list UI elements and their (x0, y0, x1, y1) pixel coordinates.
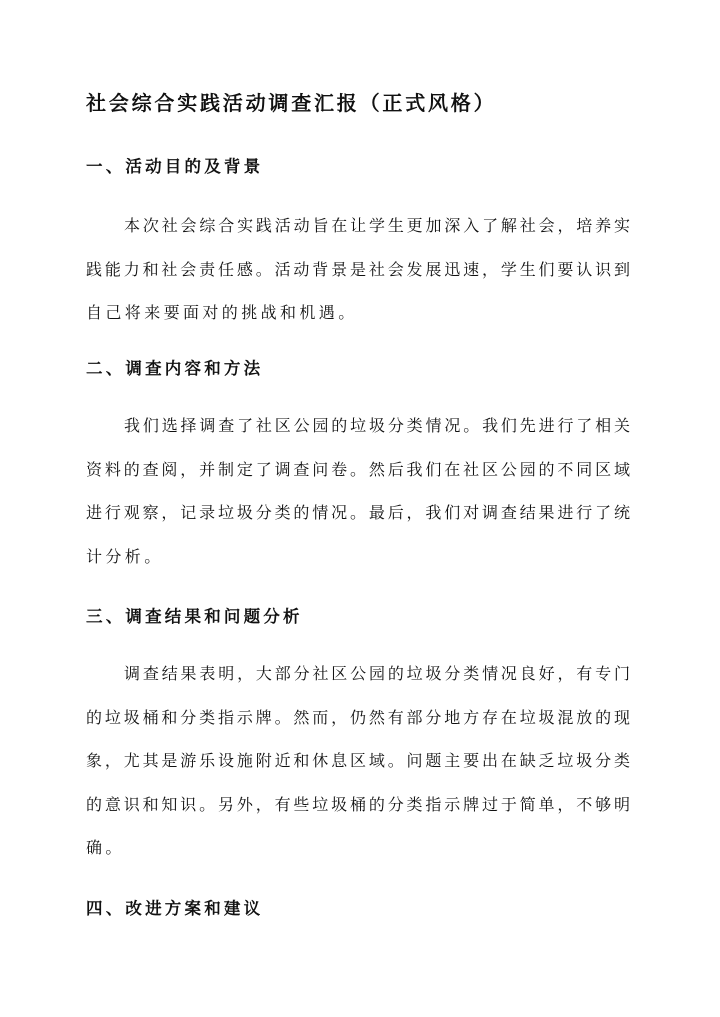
paragraph-line: 本次社会综合实践活动旨在让学生更加深入了解社会，培养实 (124, 216, 630, 235)
paragraph-line: 的垃圾桶和分类指示牌。然而，仍然有部分地方存在垃圾混放的现 (86, 707, 630, 727)
paragraph-line: 象，尤其是游乐设施附近和休息区域。问题主要出在缺乏垃圾分类 (86, 751, 630, 771)
section-paragraph-1 (86, 204, 630, 335)
paragraph-line: 计分析。 (86, 546, 164, 566)
section-heading-2: 二、调查内容和方法 (86, 359, 264, 378)
paragraph-line: 调查结果表明，大部分社区公园的垃圾分类情况良好，有专门 (124, 664, 630, 683)
paragraph-line: 践能力和社会责任感。活动背景是社会发展迅速，学生们要认识到 (86, 259, 630, 279)
paragraph-line: 我们选择调查了社区公园的垃圾分类情况。我们先进行了相关 (124, 416, 630, 435)
section-paragraph-3 (86, 652, 630, 870)
paragraph-line: 自己将来要面对的挑战和机遇。 (86, 303, 358, 323)
section-heading-4: 四、改进方案和建议 (86, 899, 264, 918)
section-heading-1: 一、活动目的及背景 (86, 157, 264, 176)
paragraph-line: 进行观察，记录垃圾分类的情况。最后，我们对调查结果进行了统 (86, 503, 630, 523)
paragraph-line: 资料的查阅，并制定了调查问卷。然后我们在社区公园的不同区域 (86, 459, 630, 479)
section-heading-3: 三、调查结果和问题分析 (86, 607, 303, 626)
paragraph-line: 的意识和知识。另外，有些垃圾桶的分类指示牌过于简单，不够明 (86, 794, 630, 814)
paragraph-line: 确。 (86, 838, 125, 858)
document-title: 社会综合实践活动调查汇报（正式风格） (86, 91, 497, 115)
section-paragraph-2 (86, 404, 630, 578)
